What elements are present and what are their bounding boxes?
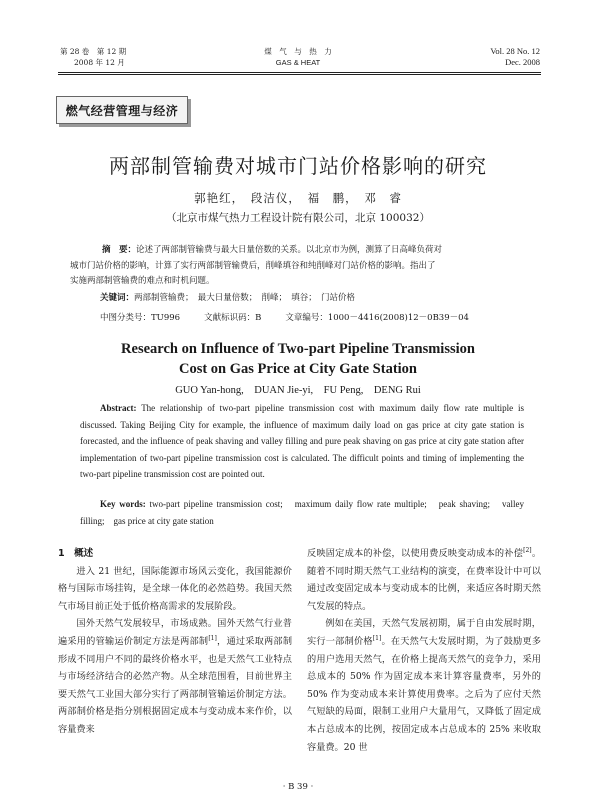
page-number: · B 39 · [282, 782, 314, 792]
section-1-heading: 1 概述 [58, 548, 94, 559]
header-rule-bottom [58, 74, 541, 75]
paragraph [307, 615, 541, 756]
issue-date-en: Dec. 2008 [505, 57, 540, 67]
column-badge [56, 96, 188, 124]
column-badge-label: 燃气经营管理与经济 [65, 103, 179, 118]
paragraph-text: 。在天然气大发展时期，为了鼓励更多的用户选用天然气，在价格上提高天然气的竞争力，采用总成本的 50% 作为固定成本来计算容量费率，另外的 50% 作为变动成本来计算使用费率。之后为了应付天然气短缺的局面，限制工业用户大量用气，又降低了固定成本占总成本的比例，按固定成本占总成本的 25% 来收取容量费。20 世 [307, 635, 542, 753]
abstract-cn-text-2: 城市门站价格的影响，计算了实行两部制管输费后，削峰填谷和纯削峰对门站价格的影响。指出了 [70, 260, 436, 271]
issue-date: 2008 年 12 月 [74, 58, 125, 67]
body-right-column [307, 545, 541, 756]
classification-line [100, 311, 530, 323]
keywords-en-text: two-part pipeline transmission cost; maximum daily flow rate multiple; peak shaving; valley filling; gas price at city gate station [80, 499, 525, 526]
keywords-cn [100, 291, 530, 307]
citation: [1] [208, 634, 217, 642]
paragraph [58, 563, 292, 616]
volume-issue: 第 28 卷 第 12 期 [60, 47, 127, 56]
paper-title-en-line-2: Cost on Gas Price at City Gate Station [178, 361, 417, 377]
keywords-cn-text: 两部制管输费； 最大日量倍数； 削峰； 填谷； 门站价格 [134, 293, 356, 303]
keywords-en-label: Key words: [100, 499, 146, 509]
citation: [1] [372, 634, 382, 642]
citation: [2] [523, 546, 532, 554]
header-rule-top [58, 72, 541, 73]
keywords-cn-label: 关键词： [100, 293, 135, 303]
authors-cn: 郭艳红， 段洁仪， 福 鹏， 邓 睿 [194, 191, 402, 205]
article-number: 文章编号：1000－4416(2008)12－0B39－04 [285, 313, 469, 323]
abstract-en-label: Abstract: [100, 403, 137, 413]
paragraph-text: 国外天然气发展较早，市场成熟。国外天然气行业普遍采用的管输运价制定方法是两部制 [58, 618, 292, 647]
keywords-en [80, 496, 524, 529]
volume-issue-en: Vol. 28 No. 12 [490, 46, 540, 56]
paper-title-cn: 两部制管输费对城市门站价格影响的研究 [109, 154, 487, 178]
paragraph [58, 615, 292, 738]
abstract-cn-line-1 [70, 243, 530, 259]
abstract-en-text: The relationship of two-part pipeline transmission cost with maximum daily flow rate multiple is discussed. Taking Beijing City for example, the influence of maximum daily load on gas price at city gate station is forecasted, and the influence of peak shaving and valley filling and pure peak shaving on gas price at city gate station after implementation of two-part pipeline transmission cost is calculated. The difficult points and timing of implementing the two-part pipeline transmission cost are pointed out. [80, 403, 525, 479]
journal-name-cn: 煤 气 与 热 力 [264, 47, 332, 56]
abstract-cn-label: 摘 要： [102, 245, 137, 255]
clc-number: 中图分类号：TU996 [100, 313, 181, 323]
paragraph [307, 545, 541, 615]
paragraph-text: 反映固定成本的补偿，以使用费反映变动成本的补偿 [307, 548, 524, 559]
paragraph-text: 进入 21 世纪，国际能源市场风云变化，我国能源价格与国际市场挂钩，是全球一体化的必然趋势。我国天然气市场目前正处于低价格高需求的发展阶段。 [58, 565, 292, 612]
journal-issue-right [440, 46, 540, 68]
document-code: 文献标识码：B [204, 313, 262, 323]
authors-en: GUO Yan-hong, DUAN Jie-yi, FU Peng, DENG Rui [175, 385, 421, 396]
paragraph-text: 例如在美国，天然气发展初期，属于自由发展时期，实行一部制价格 [307, 618, 541, 647]
affiliation-cn: （北京市煤气热力工程设计院有限公司，北京 100032） [166, 212, 430, 224]
abstract-cn [70, 243, 530, 290]
abstract-en [80, 400, 524, 483]
abstract-cn-text-3: 实施两部制管输费的难点和时机问题。 [70, 276, 215, 286]
abstract-cn-text-1: 论述了两部制管输费与最大日量倍数的关系。以北京市为例，测算了日高峰负荷对 [136, 245, 443, 255]
journal-name-en: GAS & HEAT [275, 58, 321, 67]
paragraph-text: ，通过采取两部制形成不同用户不同的最终价格水平，也是天然气工业特点与市场经济结合的必然产物。从全球范围看，目前世界主要天然气工业国大部分实行了两部制管输运价制定方法。两部制价格是指分别根据固定成本与变动成本来作价，以容量费来 [58, 635, 293, 735]
paragraph-text: 。随着不同时期天然气工业结构的演变，在费率设计中可以通过改变固定成本与变动成本的比例，来适应各时期天然气发展的特点。 [307, 548, 542, 612]
body-left-column [58, 545, 292, 739]
paper-title-en-line-1: Research on Influence of Two-part Pipeline Transmission [121, 341, 475, 357]
